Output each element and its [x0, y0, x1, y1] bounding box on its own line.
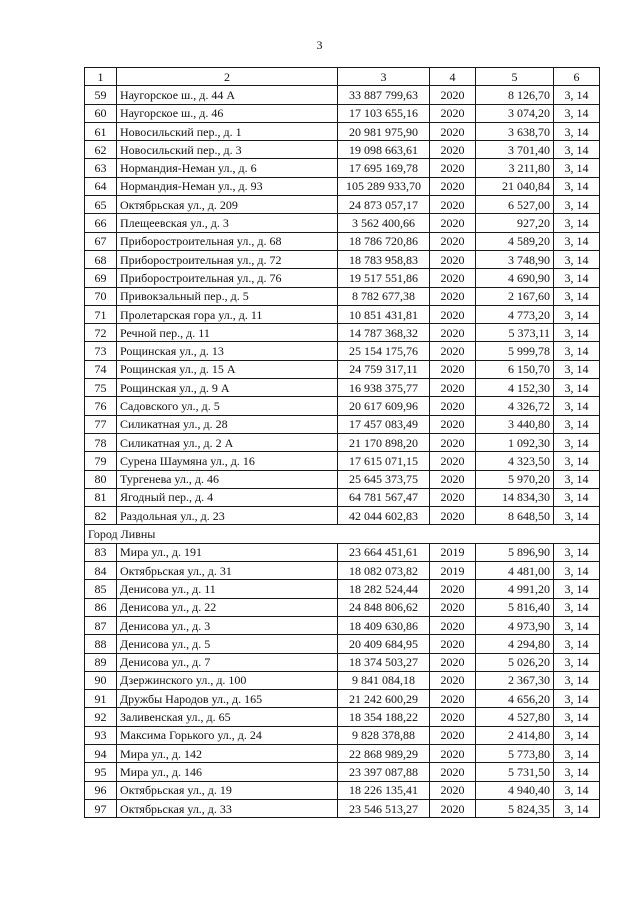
period-cell: 3, 14: [554, 671, 600, 689]
table-row: [85, 543, 600, 561]
cost-cell: 18 786 720,86: [338, 232, 430, 250]
cost-cell: 18 354 188,22: [338, 708, 430, 726]
table-row: [85, 507, 600, 525]
period-cell: 3, 14: [554, 379, 600, 397]
area-cell: 3 440,80: [476, 415, 554, 433]
year-cell: 2020: [430, 580, 476, 598]
year-cell: 2020: [430, 470, 476, 488]
address-cell: Рощинская ул., д. 15 А: [117, 360, 338, 378]
period-cell: 3, 14: [554, 781, 600, 799]
table-row: [85, 379, 600, 397]
cost-cell: 18 783 958,83: [338, 250, 430, 268]
cost-cell: 25 154 175,76: [338, 342, 430, 360]
cost-cell: 18 374 503,27: [338, 653, 430, 671]
address-cell: Октябрьская ул., д. 31: [117, 562, 338, 580]
area-cell: 4 326,72: [476, 397, 554, 415]
period-cell: 3, 14: [554, 708, 600, 726]
address-cell: Наугорское ш., д. 44 А: [117, 86, 338, 104]
address-cell: Октябрьская ул., д. 33: [117, 799, 338, 817]
area-cell: 4 589,20: [476, 232, 554, 250]
area-cell: 5 026,20: [476, 653, 554, 671]
table-row: [85, 763, 600, 781]
address-cell: Приборостроительная ул., д. 68: [117, 232, 338, 250]
section-title: Город Ливны: [85, 525, 600, 543]
row-number: 69: [85, 269, 117, 287]
table-row: [85, 360, 600, 378]
area-cell: 5 999,78: [476, 342, 554, 360]
row-number: 79: [85, 452, 117, 470]
table-row: [85, 342, 600, 360]
year-cell: 2020: [430, 141, 476, 159]
area-cell: 3 701,40: [476, 141, 554, 159]
address-cell: Раздольная ул., д. 23: [117, 507, 338, 525]
cost-cell: 8 782 677,38: [338, 287, 430, 305]
year-cell: 2020: [430, 379, 476, 397]
year-cell: 2020: [430, 342, 476, 360]
row-number: 59: [85, 86, 117, 104]
row-number: 84: [85, 562, 117, 580]
year-cell: 2020: [430, 305, 476, 323]
address-cell: Плещеевская ул., д. 3: [117, 214, 338, 232]
cost-cell: 18 226 135,41: [338, 781, 430, 799]
cost-cell: 24 759 317,11: [338, 360, 430, 378]
address-cell: Октябрьская ул., д. 19: [117, 781, 338, 799]
year-cell: 2020: [430, 763, 476, 781]
cost-cell: 23 397 087,88: [338, 763, 430, 781]
period-cell: 3, 14: [554, 763, 600, 781]
address-cell: Максима Горького ул., д. 24: [117, 726, 338, 744]
address-cell: Речной пер., д. 11: [117, 324, 338, 342]
period-cell: 3, 14: [554, 452, 600, 470]
area-cell: 5 824,35: [476, 799, 554, 817]
period-cell: 3, 14: [554, 214, 600, 232]
address-cell: Новосильский пер., д. 1: [117, 122, 338, 140]
year-cell: 2020: [430, 397, 476, 415]
year-cell: 2019: [430, 543, 476, 561]
year-cell: 2020: [430, 250, 476, 268]
area-cell: 3 211,80: [476, 159, 554, 177]
cost-cell: 18 082 073,82: [338, 562, 430, 580]
year-cell: 2020: [430, 690, 476, 708]
table-row: [85, 653, 600, 671]
address-cell: Тургенева ул., д. 46: [117, 470, 338, 488]
table-row: [85, 635, 600, 653]
year-cell: 2020: [430, 122, 476, 140]
cost-cell: 3 562 400,66: [338, 214, 430, 232]
table-row: [85, 708, 600, 726]
year-cell: 2020: [430, 214, 476, 232]
address-cell: Октябрьская ул., д. 209: [117, 196, 338, 214]
area-cell: 4 940,40: [476, 781, 554, 799]
year-cell: 2020: [430, 488, 476, 506]
row-number: 90: [85, 671, 117, 689]
area-cell: 5 731,50: [476, 763, 554, 781]
cost-cell: 9 841 084,18: [338, 671, 430, 689]
table-row: [85, 287, 600, 305]
area-cell: 2 414,80: [476, 726, 554, 744]
period-cell: 3, 14: [554, 616, 600, 634]
table-row: [85, 562, 600, 580]
area-cell: 3 074,20: [476, 104, 554, 122]
row-number: 77: [85, 415, 117, 433]
cost-cell: 22 868 989,29: [338, 744, 430, 762]
period-cell: 3, 14: [554, 104, 600, 122]
address-cell: Дзержинского ул., д. 100: [117, 671, 338, 689]
area-cell: 4 294,80: [476, 635, 554, 653]
table-row: [85, 690, 600, 708]
cost-cell: 14 787 368,32: [338, 324, 430, 342]
year-cell: 2020: [430, 671, 476, 689]
cost-cell: 21 170 898,20: [338, 433, 430, 451]
address-cell: Нормандия-Неман ул., д. 93: [117, 177, 338, 195]
cost-cell: 17 695 169,78: [338, 159, 430, 177]
row-number: 89: [85, 653, 117, 671]
area-cell: 4 323,50: [476, 452, 554, 470]
address-cell: Денисова ул., д. 7: [117, 653, 338, 671]
period-cell: 3, 14: [554, 122, 600, 140]
period-cell: 3, 14: [554, 690, 600, 708]
year-cell: 2020: [430, 196, 476, 214]
year-cell: 2020: [430, 86, 476, 104]
area-cell: 2 367,30: [476, 671, 554, 689]
address-cell: Денисова ул., д. 5: [117, 635, 338, 653]
address-cell: Ягодный пер., д. 4: [117, 488, 338, 506]
period-cell: 3, 14: [554, 470, 600, 488]
cost-cell: 42 044 602,83: [338, 507, 430, 525]
year-cell: 2020: [430, 708, 476, 726]
area-cell: 5 970,20: [476, 470, 554, 488]
table-row: [85, 196, 600, 214]
row-number: 85: [85, 580, 117, 598]
table-row: [85, 141, 600, 159]
row-number: 61: [85, 122, 117, 140]
row-number: 96: [85, 781, 117, 799]
period-cell: 3, 14: [554, 287, 600, 305]
year-cell: 2020: [430, 159, 476, 177]
column-number-6: 6: [554, 68, 600, 86]
address-cell: Рощинская ул., д. 9 А: [117, 379, 338, 397]
address-cell: Новосильский пер., д. 3: [117, 141, 338, 159]
area-cell: 4 973,90: [476, 616, 554, 634]
cost-cell: 24 873 057,17: [338, 196, 430, 214]
table-header-row: [85, 68, 600, 86]
row-number: 83: [85, 543, 117, 561]
cost-cell: 25 645 373,75: [338, 470, 430, 488]
address-cell: Денисова ул., д. 3: [117, 616, 338, 634]
section-row: [85, 525, 600, 543]
period-cell: 3, 14: [554, 744, 600, 762]
area-cell: 21 040,84: [476, 177, 554, 195]
period-cell: 3, 14: [554, 562, 600, 580]
year-cell: 2020: [430, 452, 476, 470]
period-cell: 3, 14: [554, 305, 600, 323]
area-cell: 5 896,90: [476, 543, 554, 561]
cost-cell: 20 409 684,95: [338, 635, 430, 653]
year-cell: 2020: [430, 726, 476, 744]
table-row: [85, 671, 600, 689]
table-row: [85, 598, 600, 616]
cost-cell: 17 103 655,16: [338, 104, 430, 122]
year-cell: 2020: [430, 744, 476, 762]
period-cell: 3, 14: [554, 799, 600, 817]
page-number: 3: [316, 38, 323, 52]
year-cell: 2020: [430, 507, 476, 525]
period-cell: 3, 14: [554, 360, 600, 378]
cost-cell: 17 615 071,15: [338, 452, 430, 470]
row-number: 92: [85, 708, 117, 726]
row-number: 71: [85, 305, 117, 323]
area-cell: 4 527,80: [476, 708, 554, 726]
cost-cell: 9 828 378,88: [338, 726, 430, 744]
area-cell: 4 656,20: [476, 690, 554, 708]
year-cell: 2020: [430, 104, 476, 122]
year-cell: 2020: [430, 287, 476, 305]
table-row: [85, 744, 600, 762]
period-cell: 3, 14: [554, 653, 600, 671]
cost-cell: 20 617 609,96: [338, 397, 430, 415]
cost-cell: 105 289 933,70: [338, 177, 430, 195]
year-cell: 2020: [430, 269, 476, 287]
area-cell: 8 648,50: [476, 507, 554, 525]
column-number-3: 3: [338, 68, 430, 86]
area-cell: 3 748,90: [476, 250, 554, 268]
row-number: 76: [85, 397, 117, 415]
address-cell: Приборостроительная ул., д. 72: [117, 250, 338, 268]
address-cell: Пролетарская гора ул., д. 11: [117, 305, 338, 323]
year-cell: 2020: [430, 781, 476, 799]
address-cell: Силикатная ул., д. 28: [117, 415, 338, 433]
area-cell: 5 373,11: [476, 324, 554, 342]
table-row: [85, 726, 600, 744]
cost-cell: 33 887 799,63: [338, 86, 430, 104]
year-cell: 2020: [430, 799, 476, 817]
area-cell: 3 638,70: [476, 122, 554, 140]
row-number: 67: [85, 232, 117, 250]
address-cell: Наугорское ш., д. 46: [117, 104, 338, 122]
column-number-1: 1: [85, 68, 117, 86]
area-cell: 14 834,30: [476, 488, 554, 506]
cost-cell: 23 664 451,61: [338, 543, 430, 561]
area-cell: 8 126,70: [476, 86, 554, 104]
year-cell: 2020: [430, 433, 476, 451]
year-cell: 2020: [430, 360, 476, 378]
area-cell: 2 167,60: [476, 287, 554, 305]
address-cell: Привокзальный пер., д. 5: [117, 287, 338, 305]
address-cell: Мира ул., д. 146: [117, 763, 338, 781]
cost-cell: 18 282 524,44: [338, 580, 430, 598]
row-number: 75: [85, 379, 117, 397]
row-number: 87: [85, 616, 117, 634]
period-cell: 3, 14: [554, 342, 600, 360]
area-cell: 4 991,20: [476, 580, 554, 598]
table-row: [85, 616, 600, 634]
cost-cell: 10 851 431,81: [338, 305, 430, 323]
cost-cell: 16 938 375,77: [338, 379, 430, 397]
period-cell: 3, 14: [554, 196, 600, 214]
cost-cell: 23 546 513,27: [338, 799, 430, 817]
row-number: 64: [85, 177, 117, 195]
area-cell: 4 690,90: [476, 269, 554, 287]
row-number: 97: [85, 799, 117, 817]
cost-cell: 64 781 567,47: [338, 488, 430, 506]
row-number: 62: [85, 141, 117, 159]
table-row: [85, 177, 600, 195]
period-cell: 3, 14: [554, 159, 600, 177]
area-cell: 6 150,70: [476, 360, 554, 378]
year-cell: 2020: [430, 415, 476, 433]
year-cell: 2020: [430, 616, 476, 634]
table-row: [85, 232, 600, 250]
area-cell: 5 773,80: [476, 744, 554, 762]
table-row: [85, 470, 600, 488]
cost-cell: 19 098 663,61: [338, 141, 430, 159]
table-row: [85, 324, 600, 342]
year-cell: 2019: [430, 562, 476, 580]
year-cell: 2020: [430, 598, 476, 616]
period-cell: 3, 14: [554, 324, 600, 342]
period-cell: 3, 14: [554, 177, 600, 195]
table-row: [85, 580, 600, 598]
period-cell: 3, 14: [554, 232, 600, 250]
row-number: 80: [85, 470, 117, 488]
row-number: 74: [85, 360, 117, 378]
table-row: [85, 799, 600, 817]
table-row: [85, 159, 600, 177]
area-cell: 1 092,30: [476, 433, 554, 451]
period-cell: 3, 14: [554, 269, 600, 287]
period-cell: 3, 14: [554, 726, 600, 744]
period-cell: 3, 14: [554, 543, 600, 561]
year-cell: 2020: [430, 232, 476, 250]
table-row: [85, 488, 600, 506]
period-cell: 3, 14: [554, 141, 600, 159]
area-cell: 4 481,00: [476, 562, 554, 580]
period-cell: 3, 14: [554, 433, 600, 451]
year-cell: 2020: [430, 177, 476, 195]
year-cell: 2020: [430, 635, 476, 653]
address-cell: Приборостроительная ул., д. 76: [117, 269, 338, 287]
address-cell: Сурена Шаумяна ул., д. 16: [117, 452, 338, 470]
period-cell: 3, 14: [554, 635, 600, 653]
address-cell: Мира ул., д. 191: [117, 543, 338, 561]
address-cell: Рощинская ул., д. 13: [117, 342, 338, 360]
period-cell: 3, 14: [554, 415, 600, 433]
period-cell: 3, 14: [554, 598, 600, 616]
year-cell: 2020: [430, 653, 476, 671]
year-cell: 2020: [430, 324, 476, 342]
area-cell: 927,20: [476, 214, 554, 232]
row-number: 65: [85, 196, 117, 214]
address-cell: Мира ул., д. 142: [117, 744, 338, 762]
cost-cell: 19 517 551,86: [338, 269, 430, 287]
period-cell: 3, 14: [554, 250, 600, 268]
row-number: 81: [85, 488, 117, 506]
address-cell: Силикатная ул., д. 2 А: [117, 433, 338, 451]
cost-cell: 20 981 975,90: [338, 122, 430, 140]
period-cell: 3, 14: [554, 86, 600, 104]
table-row: [85, 781, 600, 799]
address-cell: Садовского ул., д. 5: [117, 397, 338, 415]
table-row: [85, 86, 600, 104]
row-number: 93: [85, 726, 117, 744]
table-row: [85, 305, 600, 323]
period-cell: 3, 14: [554, 507, 600, 525]
address-cell: Денисова ул., д. 22: [117, 598, 338, 616]
table-row: [85, 452, 600, 470]
address-cell: Нормандия-Неман ул., д. 6: [117, 159, 338, 177]
table-row: [85, 433, 600, 451]
row-number: 60: [85, 104, 117, 122]
row-number: 73: [85, 342, 117, 360]
row-number: 63: [85, 159, 117, 177]
row-number: 91: [85, 690, 117, 708]
column-number-2: 2: [117, 68, 338, 86]
table-row: [85, 397, 600, 415]
row-number: 86: [85, 598, 117, 616]
area-cell: 6 527,00: [476, 196, 554, 214]
housing-registry-table: [84, 67, 600, 818]
row-number: 78: [85, 433, 117, 451]
row-number: 70: [85, 287, 117, 305]
table-row: [85, 214, 600, 232]
area-cell: 4 773,20: [476, 305, 554, 323]
table-row: [85, 415, 600, 433]
row-number: 82: [85, 507, 117, 525]
period-cell: 3, 14: [554, 488, 600, 506]
cost-cell: 17 457 083,49: [338, 415, 430, 433]
row-number: 66: [85, 214, 117, 232]
row-number: 94: [85, 744, 117, 762]
row-number: 68: [85, 250, 117, 268]
row-number: 88: [85, 635, 117, 653]
table-row: [85, 250, 600, 268]
cost-cell: 18 409 630,86: [338, 616, 430, 634]
area-cell: 4 152,30: [476, 379, 554, 397]
area-cell: 5 816,40: [476, 598, 554, 616]
column-number-5: 5: [476, 68, 554, 86]
period-cell: 3, 14: [554, 580, 600, 598]
address-cell: Дружбы Народов ул., д. 165: [117, 690, 338, 708]
column-number-4: 4: [430, 68, 476, 86]
table-row: [85, 269, 600, 287]
cost-cell: 24 848 806,62: [338, 598, 430, 616]
table-body: [85, 68, 600, 818]
table-row: [85, 122, 600, 140]
table-row: [85, 104, 600, 122]
cost-cell: 21 242 600,29: [338, 690, 430, 708]
row-number: 72: [85, 324, 117, 342]
address-cell: Заливенская ул., д. 65: [117, 708, 338, 726]
row-number: 95: [85, 763, 117, 781]
period-cell: 3, 14: [554, 397, 600, 415]
address-cell: Денисова ул., д. 11: [117, 580, 338, 598]
